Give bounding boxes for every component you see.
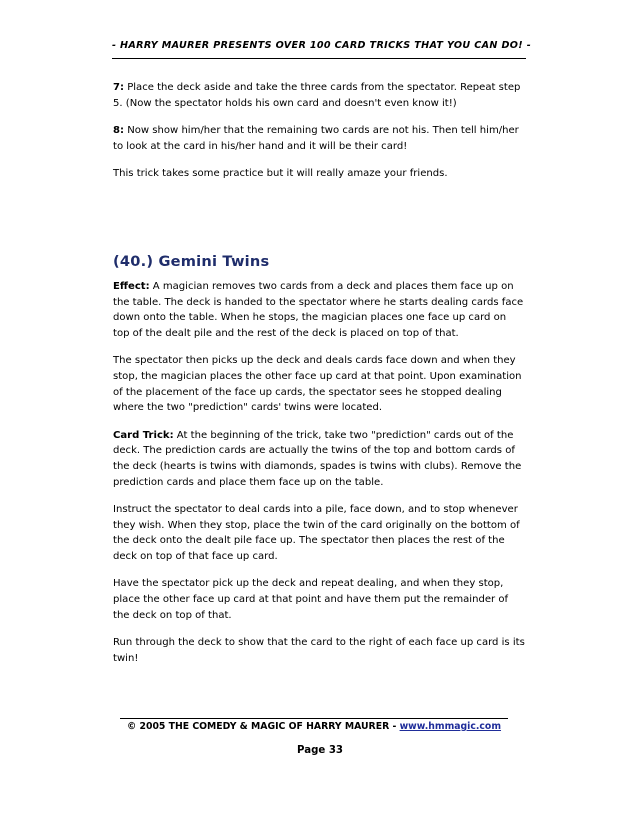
step-7-paragraph: [113, 80, 525, 111]
step-7-label: 7:: [113, 82, 125, 93]
final-paragraph: Run through the deck to show that the card to the right of each face up card is its twin!: [113, 637, 525, 664]
step-7-text: Place the deck aside and take the three cards from the spectator. Repeat step 5. (Now the spectator holds his own card and doesn't even know it!): [113, 82, 521, 109]
page-number: Page 33: [297, 745, 343, 756]
footer-divider: [120, 718, 508, 719]
instruct-paragraph: Instruct the spectator to deal cards into a pile, face down, and to stop whenever they wish. When they stop, place the twin of the card originally on the bottom of the deck onto the dealt pile face up. The spectator then places the rest of the deck on top of that face up card.: [113, 504, 520, 562]
section-title: (40.) Gemini Twins: [113, 252, 270, 270]
header-divider: [112, 58, 526, 59]
page-content: [113, 68, 525, 678]
step-8-paragraph: [113, 123, 525, 154]
page-footer: [120, 721, 508, 732]
page-header: - HARRY MAURER PRESENTS OVER 100 CARD TRICKS THAT YOU CAN DO! -: [112, 40, 532, 51]
step-8-label: 8:: [113, 125, 125, 137]
effect-label: Effect:: [113, 280, 150, 292]
effect-text: A magician removes two cards from a deck and places them face up on the table. The deck is handed to the spectator where he starts dealing cards face down onto the table. When he stops, the magician places one face up card on top of the dealt pile and the rest of the deck is placed on top of that.: [113, 280, 524, 339]
card-trick-label: Card Trick:: [113, 429, 174, 441]
effect-paragraph-2: The spectator then picks up the deck and deals cards face down and when they stop, the magician places the other face up card at that point. Upon examination of the placement of the face up cards, the spectator sees he stopped dealing where the two "prediction" cards' twins were located.: [113, 355, 522, 414]
card-trick-paragraph: [113, 428, 525, 490]
card-trick-text: At the beginning of the trick, take two "prediction" cards out of the deck. The prediction cards are actually the twins of the top and bottom cards of the deck (hearts is twins with diamonds, spades is twins with clubs). Remove the prediction cards and place them face up on the table.: [113, 429, 522, 488]
copyright-text: © 2005 THE COMEDY & MAGIC OF HARRY MAURER -: [126, 721, 400, 732]
website-link[interactable]: www.hmmagic.com: [399, 721, 502, 732]
repeat-paragraph: Have the spectator pick up the deck and repeat dealing, and when they stop, place the other face up card at that point and have them put the remainder of the deck on top of that.: [113, 578, 509, 621]
step-8-text: Now show him/her that the remaining two cards are not his. Then tell him/her to look at the card in his/her hand and it will be their card!: [113, 125, 519, 152]
closing-paragraph: This trick takes some practice but it will really amaze your friends.: [113, 168, 448, 180]
effect-paragraph: [113, 279, 525, 341]
